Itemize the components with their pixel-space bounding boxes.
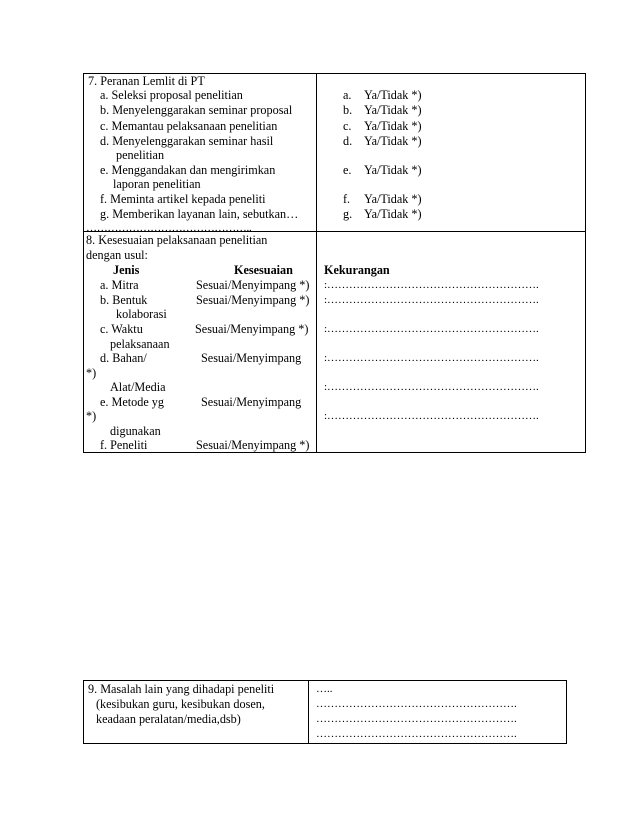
row-7-item: d. Menyelenggarakan seminar hasil xyxy=(100,134,274,148)
row-8-item-label: kolaborasi xyxy=(116,307,167,321)
row-8-item-value: Sesuai/Menyimpang *) xyxy=(196,293,310,307)
dotted-line: :…………………………………………………. xyxy=(324,294,539,306)
dotted-line: ….. xyxy=(316,683,333,695)
row-8-item-label: d. Bahan/ xyxy=(100,351,147,365)
row-8-item-label: a. Mitra xyxy=(100,278,139,292)
row-8-item-value: Sesuai/Menyimpang *) xyxy=(196,438,310,452)
row-8-item-label: e. Metode yg xyxy=(100,395,164,409)
header-kekurangan: Kekurangan xyxy=(324,263,390,277)
answer-letter: f. xyxy=(343,192,351,206)
header-kesesuaian: Kesesuaian xyxy=(234,263,293,277)
row-7-item: a. Seleksi proposal penelitian xyxy=(100,88,243,102)
answer-letter: a. xyxy=(343,88,352,102)
dotted-line: :…………………………………………………. xyxy=(324,323,539,335)
row-7-item: c. Memantau pelaksanaan penelitian xyxy=(100,119,278,133)
answer-letter: b. xyxy=(343,103,353,117)
row-7-title: 7. Peranan Lemlit di PT xyxy=(88,74,205,88)
row-7-item: g. Memberikan layanan lain, sebutkan… xyxy=(100,207,299,221)
row-8-item-value: Sesuai/Menyimpang *) xyxy=(196,278,310,292)
answer-text: Ya/Tidak *) xyxy=(364,134,422,148)
row-8-title: dengan usul: xyxy=(86,248,148,262)
header-jenis: Jenis xyxy=(113,263,140,277)
row-8-item-label: b. Bentuk xyxy=(100,293,148,307)
row-8-item-label: digunakan xyxy=(110,424,161,438)
row-8-item-label: f. Peneliti xyxy=(100,438,148,452)
dotted-line: ………………………………………………. xyxy=(316,728,517,740)
dotted-line: ………………………………………………. xyxy=(316,698,517,710)
answer-letter: e. xyxy=(343,163,352,177)
answer-letter: c. xyxy=(343,119,352,133)
answer-text: Ya/Tidak *) xyxy=(364,192,422,206)
answer-text: Ya/Tidak *) xyxy=(364,103,422,117)
row-8-item-label: *) xyxy=(86,366,97,380)
row-8-item-label: pelaksanaan xyxy=(110,337,170,351)
answer-text: Ya/Tidak *) xyxy=(364,163,422,177)
dotted-line: :…………………………………………………. xyxy=(324,279,539,291)
row-9-title: 9. Masalah lain yang dihadapi peneliti xyxy=(88,682,275,696)
row-8-item-value: Sesuai/Menyimpang xyxy=(201,351,302,365)
answer-text: Ya/Tidak *) xyxy=(364,207,422,221)
row-7-item: ……………………………………….. xyxy=(86,222,252,234)
dotted-line: ………………………………………………. xyxy=(316,713,517,725)
row-9-text: keadaan peralatan/media,dsb) xyxy=(96,712,241,726)
row-9-text: (kesibukan guru, kesibukan dosen, xyxy=(96,697,265,711)
dotted-line: :…………………………………………………. xyxy=(324,410,539,422)
row-8-item-value: Sesuai/Menyimpang xyxy=(201,395,302,409)
row-7-item: laporan penelitian xyxy=(113,177,201,191)
row-7-item: e. Menggandakan dan mengirimkan xyxy=(100,163,276,177)
answer-text: Ya/Tidak *) xyxy=(364,119,422,133)
row-8-item-label: *) xyxy=(86,409,97,423)
row-8-item-label: c. Waktu xyxy=(100,322,143,336)
row-7-item: f. Meminta artikel kepada peneliti xyxy=(100,192,266,206)
dotted-line: :…………………………………………………. xyxy=(324,352,539,364)
row-8-item-value: Sesuai/Menyimpang *) xyxy=(195,322,309,336)
row-8-title: 8. Kesesuaian pelaksanaan penelitian xyxy=(86,233,268,247)
row-7-item: penelitian xyxy=(116,148,165,162)
answer-letter: g. xyxy=(343,207,353,221)
row-7-item: b. Menyelenggarakan seminar proposal xyxy=(100,103,293,117)
row-8-item-label: Alat/Media xyxy=(110,380,166,394)
dotted-line: :…………………………………………………. xyxy=(324,381,539,393)
answer-text: Ya/Tidak *) xyxy=(364,88,422,102)
answer-letter: d. xyxy=(343,134,353,148)
